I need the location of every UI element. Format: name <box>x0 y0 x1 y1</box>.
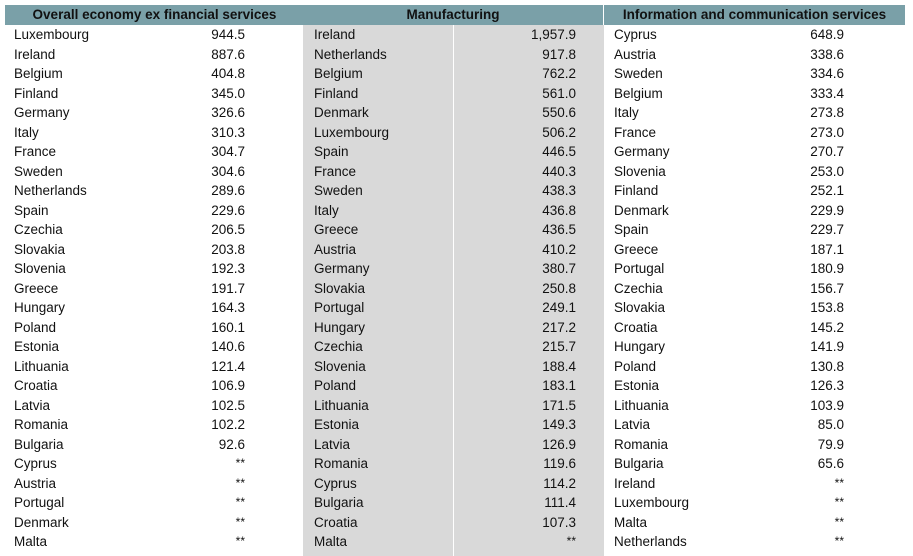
country-name: Spain <box>614 222 649 237</box>
table-row <box>303 298 604 318</box>
country-name: Lithuania <box>614 397 669 413</box>
value-cell: ** <box>235 475 245 490</box>
value-cell: 334.6 <box>810 66 844 81</box>
table-row <box>303 201 604 221</box>
country-name: Sweden <box>314 183 363 198</box>
table-row <box>604 396 906 416</box>
value-cell: ** <box>834 495 844 509</box>
table-row <box>303 376 604 396</box>
country-name: Greece <box>614 241 659 257</box>
table-row <box>5 415 305 435</box>
table-row <box>303 84 604 104</box>
country-name: Denmark <box>614 202 669 218</box>
column-header: Manufacturing <box>303 5 604 25</box>
table-row <box>5 25 305 45</box>
value-cell: 121.4 <box>211 358 245 374</box>
table-row <box>5 298 305 318</box>
country-name: Latvia <box>614 417 651 432</box>
table-row <box>604 532 906 552</box>
country-name: Cyprus <box>14 456 57 471</box>
table-row <box>604 357 906 377</box>
country-name: Malta <box>314 534 348 549</box>
table-row <box>604 123 906 143</box>
column-rows <box>5 25 305 552</box>
value-cell: 917.8 <box>542 46 576 62</box>
value-cell: 156.7 <box>810 280 844 296</box>
country-name: Slovakia <box>314 280 366 296</box>
table-row <box>303 240 604 260</box>
table-row <box>604 220 906 240</box>
country-name: Spain <box>14 202 49 218</box>
country-name: Germany <box>614 144 670 159</box>
table-row <box>5 220 305 240</box>
country-name: Bulgaria <box>14 436 64 452</box>
table-row <box>303 415 604 435</box>
country-name: Belgium <box>314 66 363 81</box>
column-rows <box>303 25 604 552</box>
table-row <box>604 513 906 533</box>
country-name: Sweden <box>614 66 663 81</box>
country-name: Romania <box>614 436 669 452</box>
column-header: Information and communication services <box>604 5 906 25</box>
country-name: Slovenia <box>314 358 366 374</box>
table-row <box>5 337 305 357</box>
value-cell: 141.9 <box>810 339 844 354</box>
country-name: Denmark <box>314 105 369 120</box>
table-row <box>5 240 305 260</box>
country-name: Ireland <box>614 475 656 491</box>
value-cell: 79.9 <box>817 436 844 452</box>
value-cell: 270.7 <box>810 144 844 159</box>
table-row <box>604 45 906 65</box>
value-cell: 160.1 <box>211 319 245 335</box>
value-cell: 126.9 <box>542 436 576 452</box>
value-cell: 229.7 <box>810 222 844 237</box>
value-cell: 438.3 <box>542 183 576 198</box>
table-row <box>303 64 604 84</box>
table-row <box>303 103 604 123</box>
table-row <box>604 84 906 104</box>
country-name: Finland <box>14 85 59 101</box>
column-rows <box>604 25 906 552</box>
country-name: Italy <box>614 105 639 120</box>
table-row <box>5 474 305 494</box>
country-name: Portugal <box>614 261 665 276</box>
value-cell: 762.2 <box>542 66 576 81</box>
value-cell: ** <box>834 514 844 529</box>
value-cell: 289.6 <box>211 183 245 198</box>
country-name: Cyprus <box>614 27 657 42</box>
table-row <box>5 259 305 279</box>
value-cell: ** <box>834 475 844 490</box>
value-cell: 188.4 <box>542 358 576 374</box>
value-cell: 561.0 <box>542 85 576 101</box>
column-manufacturing <box>303 5 604 556</box>
country-name: Estonia <box>314 417 360 432</box>
table-row <box>5 357 305 377</box>
country-name: Belgium <box>14 66 63 81</box>
country-name: Ireland <box>14 46 56 62</box>
value-cell: 273.8 <box>810 105 844 120</box>
value-cell: 410.2 <box>542 241 576 257</box>
country-name: Sweden <box>14 163 63 179</box>
country-name: Greece <box>314 222 359 237</box>
value-cell: 326.6 <box>211 105 245 120</box>
country-name: Bulgaria <box>314 495 364 510</box>
value-cell: 145.2 <box>810 319 844 335</box>
value-cell: 153.8 <box>810 300 844 315</box>
table-row <box>5 318 305 338</box>
table-row <box>604 337 906 357</box>
country-name: Ireland <box>314 27 356 42</box>
value-cell: 380.7 <box>542 261 576 276</box>
table-row <box>303 259 604 279</box>
table-row <box>303 181 604 201</box>
value-cell: 436.8 <box>542 202 576 218</box>
table-row <box>604 318 906 338</box>
table-row <box>604 103 906 123</box>
country-name: Luxembourg <box>14 27 90 42</box>
country-name: Finland <box>614 183 659 198</box>
table-row <box>5 84 305 104</box>
country-name: Czechia <box>14 222 63 237</box>
table-row <box>5 493 305 513</box>
table-row <box>303 123 604 143</box>
value-cell: 345.0 <box>211 85 245 101</box>
table-row <box>303 396 604 416</box>
country-name: Greece <box>14 280 59 296</box>
table-row <box>5 162 305 182</box>
country-name: Austria <box>314 241 357 257</box>
table-row <box>5 532 305 552</box>
table-row <box>5 513 305 533</box>
table-row <box>5 45 305 65</box>
country-name: Czechia <box>314 339 363 354</box>
country-name: Hungary <box>314 319 366 335</box>
value-cell: 130.8 <box>810 358 844 374</box>
column-overall-economy <box>5 5 305 552</box>
value-cell: 102.5 <box>211 397 245 413</box>
value-cell: 229.6 <box>211 202 245 218</box>
table-row <box>604 435 906 455</box>
country-name: Romania <box>314 456 369 471</box>
value-cell: 648.9 <box>810 27 844 42</box>
column-ict-services <box>604 5 906 552</box>
table-row <box>604 162 906 182</box>
value-cell: 333.4 <box>810 85 844 101</box>
value-cell: 944.5 <box>211 27 245 42</box>
value-cell: ** <box>235 534 245 548</box>
value-cell: 249.1 <box>542 300 576 315</box>
table-row <box>303 532 604 552</box>
table-row <box>604 474 906 494</box>
country-name: Malta <box>614 514 648 530</box>
country-name: Italy <box>14 124 39 140</box>
country-name: Portugal <box>314 300 365 315</box>
table-row <box>604 279 906 299</box>
country-name: Latvia <box>314 436 351 452</box>
table-row <box>303 142 604 162</box>
value-cell: 273.0 <box>810 124 844 140</box>
value-cell: 250.8 <box>542 280 576 296</box>
value-cell: 217.2 <box>542 319 576 335</box>
country-name: Finland <box>314 85 359 101</box>
country-name: Italy <box>314 202 339 218</box>
value-cell: 192.3 <box>211 261 245 276</box>
value-cell: 126.3 <box>810 378 844 393</box>
country-name: Netherlands <box>314 46 387 62</box>
value-cell: 304.7 <box>211 144 245 159</box>
table-row <box>604 142 906 162</box>
value-cell: 92.6 <box>218 436 245 452</box>
table-row <box>604 415 906 435</box>
table-row <box>303 454 604 474</box>
country-name: France <box>614 124 657 140</box>
value-cell: ** <box>235 456 245 470</box>
value-cell: ** <box>834 534 844 548</box>
country-name: France <box>14 144 57 159</box>
country-name: Lithuania <box>314 397 369 413</box>
country-name: Poland <box>14 319 57 335</box>
table-row <box>5 64 305 84</box>
value-cell: ** <box>235 495 245 509</box>
country-name: Slovenia <box>614 163 666 179</box>
value-cell: 106.9 <box>211 378 245 393</box>
country-name: Portugal <box>14 495 65 510</box>
country-name: Belgium <box>614 85 663 101</box>
table-row <box>303 220 604 240</box>
table-row <box>303 337 604 357</box>
country-name: Estonia <box>614 378 660 393</box>
country-name: Hungary <box>614 339 666 354</box>
country-name: Romania <box>14 417 69 432</box>
value-cell: ** <box>566 534 576 548</box>
value-cell: 107.3 <box>542 514 576 530</box>
country-name: Germany <box>314 261 370 276</box>
value-cell: 253.0 <box>810 163 844 179</box>
value-cell: 338.6 <box>810 46 844 62</box>
table-row <box>5 103 305 123</box>
value-cell: 304.6 <box>211 163 245 179</box>
table-row <box>5 201 305 221</box>
value-cell: 103.9 <box>810 397 844 413</box>
table-row <box>303 279 604 299</box>
value-cell: 191.7 <box>211 280 245 296</box>
table-row <box>604 181 906 201</box>
country-name: Germany <box>14 105 70 120</box>
value-cell: 114.2 <box>543 475 576 491</box>
country-name: Poland <box>314 378 357 393</box>
value-cell: 119.6 <box>543 456 576 471</box>
country-name: Slovakia <box>614 300 666 315</box>
value-cell: 203.8 <box>211 241 245 257</box>
country-name: Hungary <box>14 300 66 315</box>
country-name: Latvia <box>14 397 51 413</box>
value-cell: 171.5 <box>542 397 576 413</box>
country-name: Austria <box>614 46 657 62</box>
country-name: Estonia <box>14 339 60 354</box>
table-row <box>604 25 906 45</box>
value-cell: 140.6 <box>211 339 245 354</box>
table-row <box>303 318 604 338</box>
country-name: Croatia <box>314 514 358 530</box>
value-cell: 187.1 <box>810 241 844 257</box>
country-name: Netherlands <box>614 534 687 549</box>
value-cell: 550.6 <box>542 105 576 120</box>
table-row <box>604 454 906 474</box>
value-cell: 149.3 <box>542 417 576 432</box>
table-row <box>604 298 906 318</box>
value-cell: 1,957.9 <box>530 27 576 42</box>
value-cell: 887.6 <box>211 46 245 62</box>
country-name: Cyprus <box>314 475 357 491</box>
table-row <box>303 45 604 65</box>
value-cell: 229.9 <box>810 202 844 218</box>
table-row <box>5 396 305 416</box>
country-name: France <box>314 163 357 179</box>
country-name: Croatia <box>14 378 58 393</box>
country-name: Slovakia <box>14 241 66 257</box>
value-cell: 111.4 <box>544 495 576 510</box>
country-name: Luxembourg <box>314 124 390 140</box>
value-cell: 183.1 <box>542 378 576 393</box>
value-cell: 206.5 <box>211 222 245 237</box>
country-name: Czechia <box>614 280 663 296</box>
column-header: Overall economy ex financial services <box>5 5 305 25</box>
table-row <box>303 357 604 377</box>
table-row <box>5 376 305 396</box>
table-row <box>5 435 305 455</box>
country-name: Poland <box>614 358 657 374</box>
value-cell: 310.3 <box>211 124 245 140</box>
value-cell: 436.5 <box>542 222 576 237</box>
value-cell: 102.2 <box>211 417 245 432</box>
value-cell: 65.6 <box>817 456 844 471</box>
value-cell: 252.1 <box>810 183 844 198</box>
table-row <box>5 142 305 162</box>
value-cell: 180.9 <box>810 261 844 276</box>
country-name: Netherlands <box>14 183 87 198</box>
table-row <box>604 493 906 513</box>
country-name: Slovenia <box>14 261 66 276</box>
country-name: Denmark <box>14 514 69 530</box>
country-name: Luxembourg <box>614 495 690 510</box>
table-row <box>604 64 906 84</box>
table-row <box>303 474 604 494</box>
country-name: Malta <box>14 534 48 549</box>
table-row <box>303 493 604 513</box>
value-cell: 446.5 <box>542 144 576 159</box>
table-row <box>604 201 906 221</box>
table-row <box>5 123 305 143</box>
table-row <box>5 181 305 201</box>
table-row <box>604 376 906 396</box>
value-cell: 404.8 <box>211 66 245 81</box>
country-name: Croatia <box>614 319 658 335</box>
value-cell: 440.3 <box>542 163 576 179</box>
table-row <box>303 435 604 455</box>
table-row <box>5 454 305 474</box>
table-row <box>303 513 604 533</box>
table-row <box>604 259 906 279</box>
country-name: Austria <box>14 475 57 491</box>
value-cell: 164.3 <box>211 300 245 315</box>
value-cell: 85.0 <box>817 417 844 432</box>
table-row <box>303 25 604 45</box>
table-row <box>5 279 305 299</box>
country-name: Spain <box>314 144 349 159</box>
country-name: Lithuania <box>14 358 69 374</box>
value-cell: 215.7 <box>542 339 576 354</box>
value-cell: 506.2 <box>542 124 576 140</box>
table-row <box>604 240 906 260</box>
table-row <box>303 162 604 182</box>
value-cell: ** <box>235 514 245 529</box>
country-name: Bulgaria <box>614 456 664 471</box>
